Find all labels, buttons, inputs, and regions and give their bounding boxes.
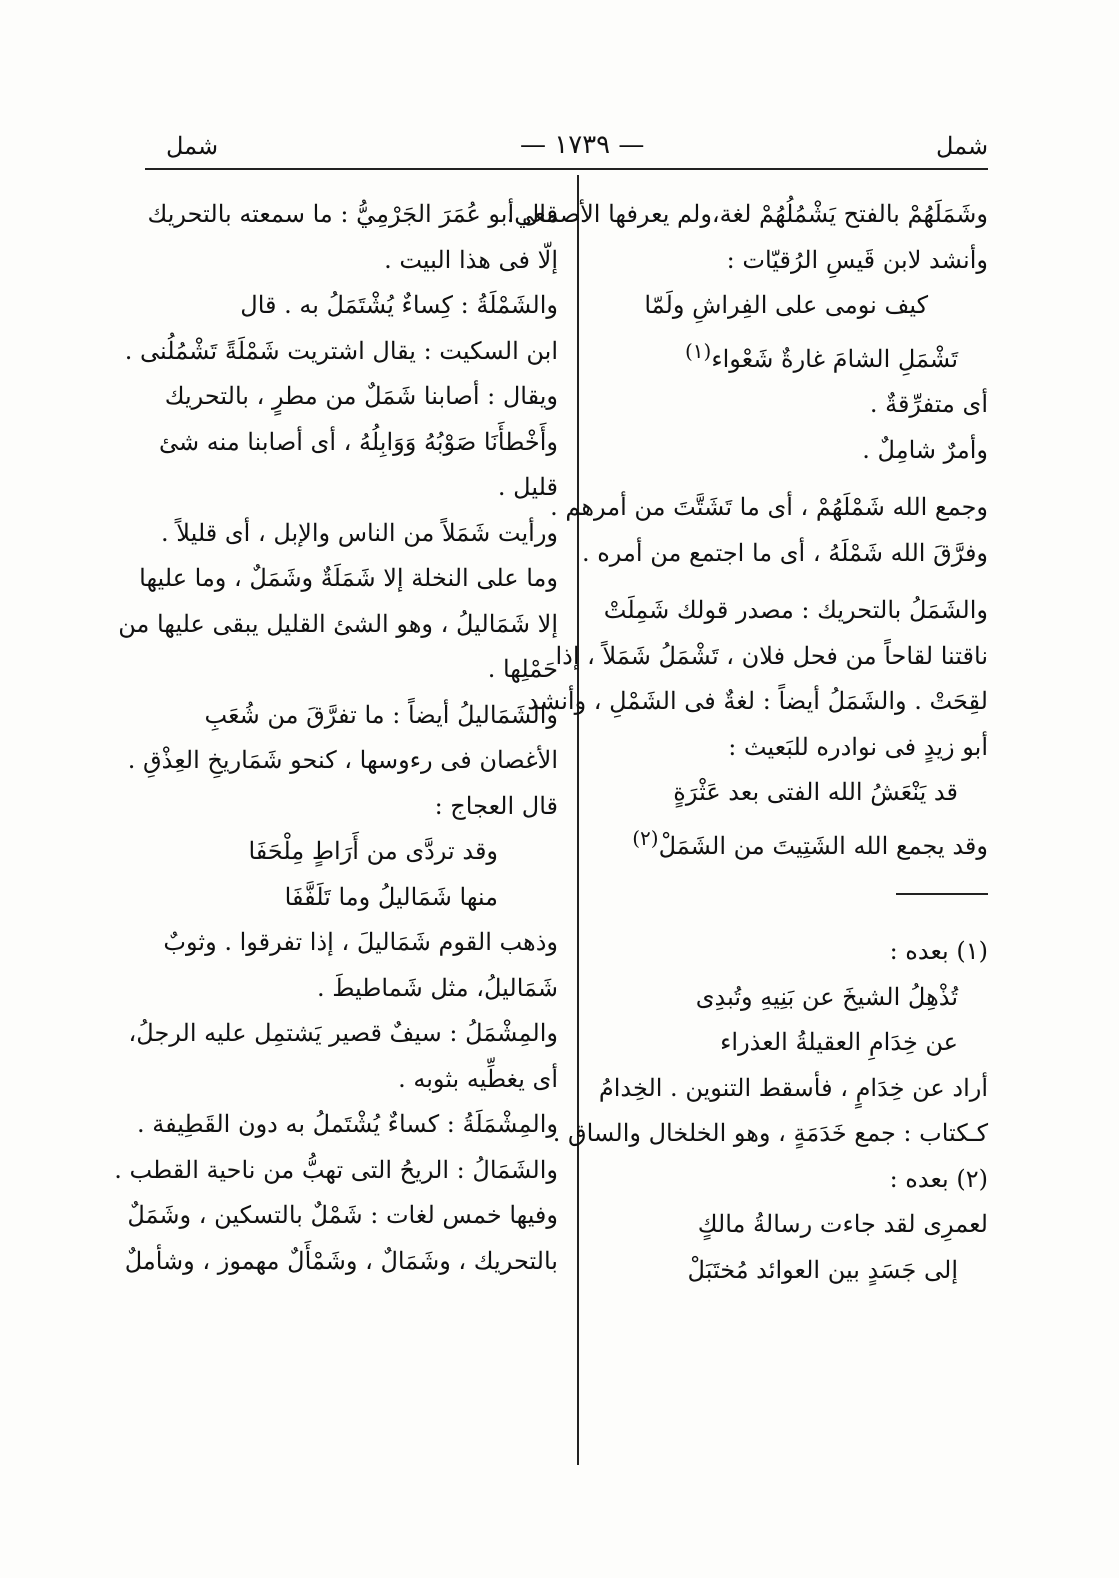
- text-line: شَمَاليلُ، مثل شَماطيطَ .: [317, 973, 558, 1002]
- text-line: أبو زيدٍ فى نوادره للبَعيث :: [728, 732, 988, 761]
- running-headword-right: شمل: [936, 132, 989, 160]
- header-rule: [145, 168, 988, 170]
- footnote-line: (٢) بعده :: [889, 1164, 988, 1193]
- running-headword-left: شمل: [166, 132, 219, 160]
- text-line: حَمْلِها .: [487, 655, 558, 683]
- page-header: [0, 128, 1119, 168]
- spacer: [596, 576, 988, 588]
- footnote-verse: عن خِدَامِ العقيلةُ العذراء: [720, 1028, 958, 1056]
- text-line: وفرَّقَ الله شَمْلَهُ ، أى ما اجتمع من أمره .: [581, 538, 988, 567]
- text-line: قال العجاج :: [434, 791, 558, 820]
- text-line: إلا شَمَاليلُ ، وهو الشئ القليل يبقى عليها من: [118, 609, 558, 638]
- spacer: [596, 473, 988, 485]
- text-line: وشَمَلَهُمْ بالفتح يَشْمُلُهُمْ لغة،ولم يعرفها الأصمعي.: [506, 200, 988, 228]
- verse-text: وقد يجمع الله الشَتِيتَ من الشَمَلْ: [658, 831, 988, 860]
- footnote-line: أراد عن خِدَامٍ ، فأسقط التنوين . الخِدامُ: [598, 1073, 988, 1102]
- text-line: والمِشْمَلُ : سيفٌ قصير يَشتمِل عليه الرجلُ،: [128, 1019, 558, 1047]
- text-line: والشَمْلَةُ : كِساءٌ يُشْتَمَلُ به . قال: [240, 291, 558, 319]
- footnote-marker: (٢): [632, 825, 659, 850]
- verse-line: وقد تردَّى من أَرَاطٍ مِلْحَفَا: [248, 837, 498, 865]
- column-divider: [577, 175, 579, 1465]
- footnote-marker: (١): [684, 338, 712, 363]
- footnote-verse: إلى جَسَدٍ بين العوائد مُختَبَلْ: [687, 1255, 958, 1284]
- text-line: بالتحريك ، وشَمَالٌ ، وشَمْأَلٌ مهموز ، وشأملٌ: [124, 1246, 558, 1275]
- text-line: وأمرٌ شامِلٌ .: [862, 435, 988, 464]
- text-line: أى متفرِّقةٌ .: [869, 390, 988, 418]
- footnote-line: (١) بعده :: [889, 937, 988, 965]
- verse-line: قد يَنْعَشُ الله الفتى بعد عَثْرَةٍ: [673, 778, 958, 806]
- text-line: والشَمَاليلُ أيضاً : ما تفرَّقَ من شُعَبِ: [204, 700, 558, 729]
- text-line: قال أبو عُمَرَ الجَرْمِيُّ : ما سمعته بالتحريك: [147, 200, 558, 228]
- verse-line: منها شَمَاليلُ وما تَلَفَّفَا: [284, 882, 498, 911]
- verse-line: كيف نومى على الفِراشِ ولَمّا: [644, 291, 928, 319]
- left-column: [114, 192, 558, 1284]
- text-line: وفيها خمس لغات : شَمْلٌ بالتسكين ، وشَمَلٌ: [127, 1201, 558, 1229]
- text-line: وأَخْطأَنَا صَوْبُهُ وَوَابِلُهُ ، أى أصابنا منه شئ: [158, 427, 558, 456]
- footnote-rule: [896, 893, 988, 895]
- text-line: الأغصان فى رءوسها ، كنحو شَمَاريخِ العِذْقِ .: [127, 746, 558, 774]
- footnote-verse: لعمرِى لقد جاءت رسالةُ مالكٍ: [697, 1210, 988, 1238]
- text-line: إلّا فى هذا البيت .: [384, 245, 558, 274]
- text-line: ناقتنا لقاحاً من فحل فلان ، تَشْمَلُ شَمَلاً ، إذا: [555, 641, 988, 670]
- text-line: وذهب القوم شَمَاليلَ ، إذا تفرقوا . وثوبٌ: [163, 928, 558, 956]
- text-line: ورأيت شَمَلاً من الناس والإبل ، أى قليلاً .: [161, 518, 558, 547]
- verse-line: [596, 329, 988, 383]
- text-line: أى يغطِّيه بثوبه .: [398, 1064, 558, 1093]
- footnote-line: كـكتاب : جمع خَدَمَةٍ ، وهو الخلخال والساق .: [552, 1119, 988, 1147]
- verse-line: [596, 816, 988, 870]
- text-line: والمِشْمَلَةُ : كساءٌ يُشْتَملُ به دون القَطِيفة .: [137, 1110, 558, 1138]
- text-line: لقِحَتْ . والشَمَلُ أيضاً : لغةٌ فى الشَمْلِ ، وأنشد: [527, 687, 988, 715]
- text-line: وما على النخلة إلا شَمَلَةٌ وشَمَلٌ ، وما عليها: [139, 564, 558, 592]
- text-line: قليل .: [497, 473, 558, 501]
- verse-text: تَشْمَلِ الشامَ غارةٌ شَعْواء: [711, 344, 958, 373]
- footnote-verse: تُذْهِلُ الشيخَ عن بَنِيهِ وتُبدِى: [695, 982, 958, 1011]
- text-line: وجمع الله شَمْلَهُمْ ، أى ما تَشَتَّتَ من أمرهم .: [550, 493, 988, 521]
- text-line: والشَمَلُ بالتحريك : مصدر قولك شَمِلَتْ: [603, 596, 988, 624]
- text-line: ابن السكيت : يقال اشتريت شَمْلَةً تَشْمُلُنى .: [124, 336, 558, 365]
- page-number: — ١٧٣٩ —: [520, 130, 645, 160]
- text-line: وأنشد لابن قَيسِ الرُقيّات :: [726, 245, 988, 274]
- text-line: والشَمَالُ : الريحُ التى تهبُّ من ناحية القطب .: [114, 1155, 558, 1184]
- text-line: ويقال : أصابنا شَمَلٌ من مطرٍ ، بالتحريك: [164, 382, 558, 410]
